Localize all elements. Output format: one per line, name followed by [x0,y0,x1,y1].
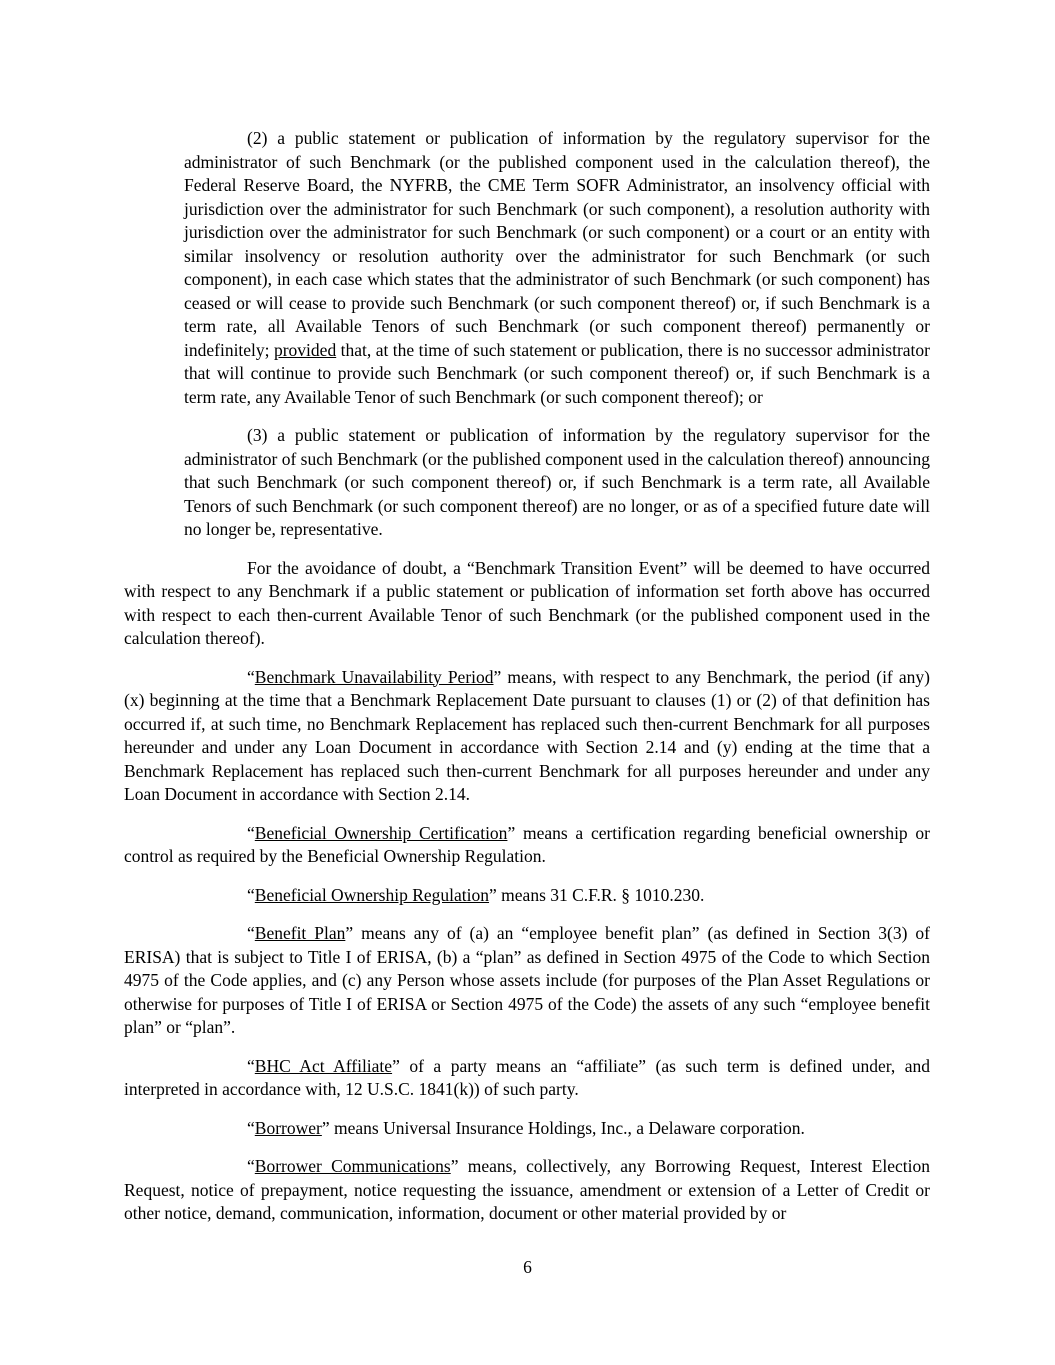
definition-benefit-plan [124,922,930,1040]
underlined-term-provided: provided [273,339,337,360]
clause-2-text-post: that, at the time of such statement or publication, there is no successor administrator that will continue to provide such Benchmark (or such component thereof) or, if such Benchmark is a term rate, any Available Tenor of such Benchmark (or such component thereof); or [184,339,930,407]
defined-term-bhc-act-affiliate: BHC Act Affiliate [254,1055,393,1076]
defined-term-beneficial-ownership-certification: Beneficial Ownership Certification [254,822,508,843]
open-quote: “ [247,923,255,943]
defined-term-benefit-plan: Benefit Plan [254,923,346,943]
definition-beneficial-ownership-certification [124,822,930,869]
open-quote: “ [247,666,255,687]
definition-beneficial-ownership-regulation [124,884,930,908]
open-quote: “ [247,884,255,905]
clause-2-text-pre: (2) a public statement or publication of information by the regulatory supervisor for the administrator of such Benchmark (or the published component used in the calculation thereof), the Federal Reserve Board, the NYFRB, the CME Term SOFR Administrator, an insolvency official with jurisdiction over the administrator for such Benchmark (or such component), a resolution authority with jurisdiction over the administrator for such Benchmark (or such component) or a court or an entity with similar insolvency or resolution authority over the administrator for such Benchmark (or such component), in each case which states that the administrator of such Benchmark (or such component) has ceased or will cease to provide such Benchmark (or such component thereof) or, if such Benchmark is a term rate, all Available Tenors of such Benchmark (or such component thereof) permanently or indefinitely; [184,128,930,360]
open-quote: “ [247,1055,255,1076]
definition-benchmark-unavailability-period [124,666,930,807]
defined-term-beneficial-ownership-regulation: Beneficial Ownership Regulation [254,884,490,905]
open-quote: “ [247,822,255,843]
clause-3-text: (3) a public statement or publication of information by the regulatory supervisor for the administrator of such Benchmark (or the published component used in the calculation thereof) announcing that such Benchmark (or such component thereof) or, if such Benchmark is a term rate, all Available Tenors of such Benchmark (or such component thereof) are no longer, or as of a specified future date will no longer be, representative. [184,425,930,539]
definition-text: ” means Universal Insurance Holdings, Inc., a Delaware corporation. [321,1117,805,1138]
defined-term-benchmark-unavailability-period: Benchmark Unavailability Period [254,666,494,687]
definition-bhc-act-affiliate [124,1055,930,1102]
avoidance-of-doubt-text: For the avoidance of doubt, a “Benchmark Transition Event” will be deemed to have occurred with respect to any Benchmark if a public statement or publication of information set forth above has occurred with respect to each then-current Available Tenor of such Benchmark (or the published component used in the calculation thereof). [124,557,930,648]
defined-term-borrower: Borrower [254,1117,322,1138]
definition-text: ” means, with respect to any Benchmark, the period (if any) (x) beginning at the time that a Benchmark Replacement Date pursuant to clauses (1) or (2) of that definition has occurred if, at such time, no Benchmark Replacement has replaced such then-current Benchmark for all purposes hereunder and under any Loan Document in accordance with Section 2.14 and (y) ending at the time that a Benchmark Replacement has replaced such then-current Benchmark for all purposes hereunder and under any Loan Document in accordance with Section 2.14. [124,666,930,804]
definition-text: ” of a party means an “affiliate” (as such term is defined under, and interpreted in accordance with, 12 U.S.C. 1841(k)) of such party. [124,1055,931,1099]
clause-2-paragraph [184,127,930,409]
definition-borrower-communications [124,1155,930,1226]
definition-text: ” means any of (a) an “employee benefit plan” (as defined in Section 3(3) of ERISA) that is subject to Title I of ERISA, (b) a “plan” as defined in Section 4975 of the Code to which Section 4975 of the Code applies, and (c) any Person whose assets include (for purposes of the Plan Asset Regulations or otherwise for purposes of Title I of ERISA or Section 4975 of the Code) the assets of any such “employee benefit plan” or “plan”. [124,923,930,1037]
page-number: 6 [523,1257,532,1277]
definition-text: ” means a certification regarding beneficial ownership or control as required by the Beneficial Ownership Regulation. [124,822,931,866]
definition-text: ” means, collectively, any Borrowing Request, Interest Election Request, notice of prepayment, notice requesting the issuance, amendment or extension of a Letter of Credit or other notice, demand, communication, information, document or other material provided by or [124,1156,930,1223]
definition-text: ” means 31 C.F.R. § 1010.230. [489,884,705,905]
definition-borrower [124,1117,930,1141]
defined-term-borrower-communications: Borrower Communications [254,1156,451,1176]
avoidance-of-doubt-paragraph [124,557,930,651]
open-quote: “ [247,1156,255,1176]
clause-3-paragraph [184,424,930,542]
open-quote: “ [247,1117,255,1138]
